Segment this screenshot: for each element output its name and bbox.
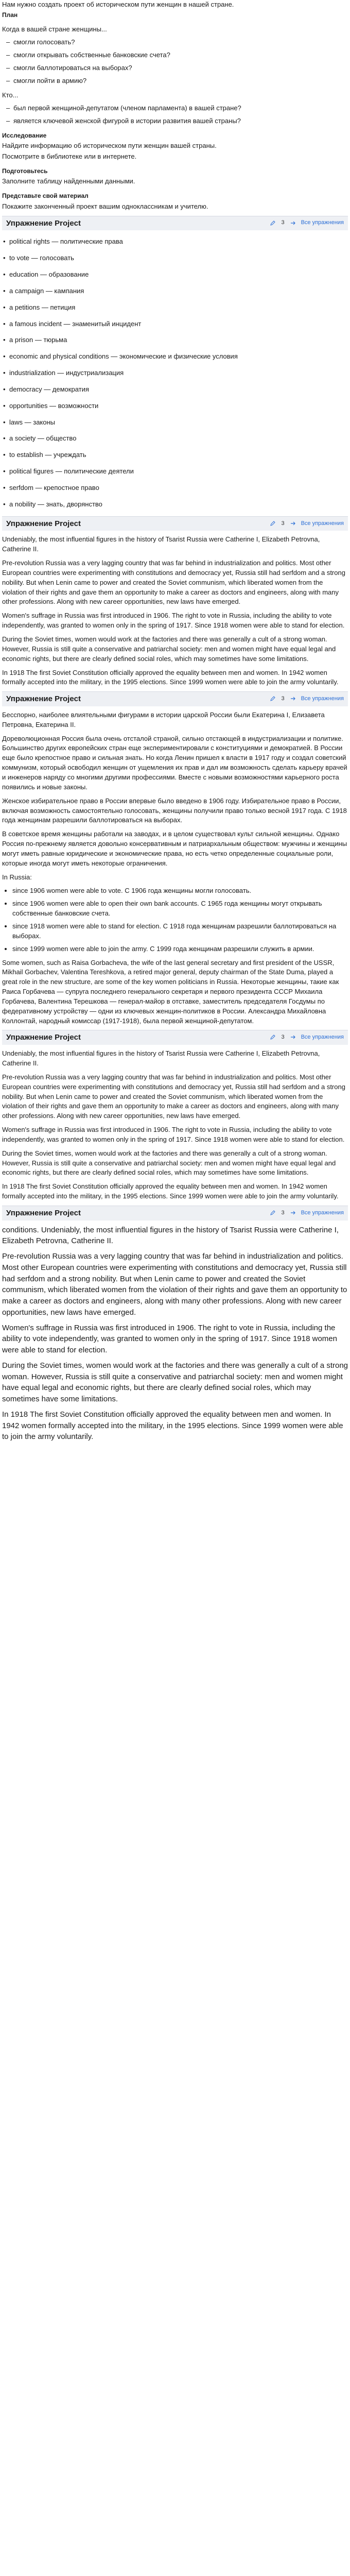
- fact-item: • since 1906 women were able to vote. С 1906 года женщины могли голосовать.: [12, 886, 348, 896]
- pencil-icon[interactable]: [270, 695, 276, 703]
- exercise-number: 3: [281, 696, 285, 702]
- paragraph: Дореволюционная Россия была очень отсталой страной, сильно отстающей в индустриализации и политике. Большинство других европейских стран еще экспериментировали с конституциями и демократией. В России еще было крепостное право и сильная знать. Но когда Ленин пришел к власти в 1917 году и создал советский коммунизм, который освободил женщин от ущемления их прав и дал им возможность сделать карьеру врачей и инженеров наряду со многими другими профессиями. Вместе с новыми возможностями карьерного роста появились и новые законы.: [2, 734, 347, 791]
- question-option: – смогли голосовать?: [13, 38, 348, 47]
- intro-text: Нам нужно создать проект об историческом пути женщин в нашей стране.: [2, 1, 234, 8]
- vocabulary-item: • to vote — голосовать: [9, 253, 348, 263]
- question-block: [2, 91, 348, 126]
- vocabulary-item: • education — образование: [9, 270, 348, 280]
- vocabulary-item: • a nobility — знать, дворянство: [9, 500, 348, 510]
- exercise-bar: [2, 1206, 348, 1221]
- question-option: – был первой женщиной-депутатом (членом парламента) в вашей стране?: [13, 104, 348, 113]
- exercise-number: 3: [281, 1209, 285, 1216]
- all-exercises-link[interactable]: Все упражнения: [301, 520, 344, 527]
- fact-item: • since 1999 women were able to join the army. С 1999 года женщинам разрешили служить в армии.: [12, 944, 348, 954]
- paragraph: Undeniably, the most influential figures in the history of Tsarist Russia were Catherine I, Elizabeth Petrovna, Catherine II.: [2, 535, 320, 553]
- vocabulary-item: • industrialization — индустриализация: [9, 368, 348, 378]
- exercise-bar: [2, 691, 348, 706]
- question-options: [2, 38, 348, 86]
- exercise-tools: [270, 520, 344, 528]
- vocabulary-item: • a petitions — петиция: [9, 303, 348, 313]
- research-line: Посмотрите в библиотеке или в интернете.: [2, 152, 137, 161]
- vocabulary-item: • a prison — тюрьма: [9, 335, 348, 345]
- paragraph: Pre-revolution Russia was a very lagging country that was far behind in industrialization and politics. Most other European countries were experimenting with constitutions and democracy yet, Russia still had serfdom and a strong nobility. But when Lenin came to power and created the Soviet communism, which liberated women from the violation of their rights and gave them an opportunity to make a career as doctors and engineers, along with many other professions. Along with new career opportunities, new laws have emerged.: [2, 1073, 345, 1120]
- vocabulary-list: [2, 237, 348, 509]
- vocabulary-item: • a famous incident — знаменитый инцидент: [9, 319, 348, 329]
- vocabulary-item: • political figures — политические деятели: [9, 467, 348, 477]
- paragraph: Women's suffrage in Russia was first introduced in 1906. The right to vote in Russia, including the ability to vote independently, was granted to women only in the spring of 1917. Since 1918 women were able to stand for election.: [2, 1126, 345, 1143]
- fact-item: • since 1918 women were able to stand for election. С 1918 года женщинам разрешили баллотироваться на выборах.: [12, 922, 348, 941]
- paragraph: During the Soviet times, women would work at the factories and there was generally a cult of a strong woman. However, Russia is still quite a conservative and patriarchal society: men and women might have equal legal and economic rights, but there are clearly defined social roles, which may sometimes have some limitations.: [2, 635, 336, 663]
- paragraph: During the Soviet times, women would work at the factories and there was generally a cult of a strong woman. However, Russia is still quite a conservative and patriarchal society: men and women might have equal legal and economic rights, but there are clearly defined social roles, which may sometimes have some limitations.: [2, 1149, 336, 1177]
- english-text: [2, 535, 348, 687]
- english-text-large: [2, 1225, 348, 1443]
- arrow-right-icon[interactable]: [290, 1033, 296, 1042]
- russian-text: [2, 710, 348, 1026]
- paragraph: Some women, such as Raisa Gorbacheva, the wife of the last general secretary and first president of the USSR, Mikhail Gorbachev, Valentina Tereshkova, a retired major general, deputy chairman of the State Duma, played a great role in the new structure, are some of the key women politicians in Russia. Некоторые женщины, такие как Раиса Горбачева — супруга последнего генерального секретаря и первого президента СССР Михаила Горбачева, Валентина Терешкова — генерал-майор в отставке, заместитель председателя Госдумы по федеративному устройству — одни из ключевых женщин-политиков в России. Александра Михайловна Коллонтай, народный комиссар (1917-1918), была первой женщиной-депутатом.: [2, 958, 339, 1025]
- vocabulary-item: • a society — общество: [9, 434, 348, 444]
- paragraph: In 1918 The first Soviet Constitution officially approved the equality between men and women. In 1942 women formally accepted into the military, in the 1995 elections. Since 1999 women were able to join the army voluntarily.: [2, 1410, 343, 1442]
- vocabulary-item: • democracy — демократия: [9, 385, 348, 395]
- pencil-icon[interactable]: [270, 1209, 276, 1217]
- vocabulary-item: • political rights — политические права: [9, 237, 348, 247]
- fact-item: • since 1906 women were able to open their own bank accounts. С 1965 года женщины могут открывать собственные банковские счета.: [12, 899, 348, 919]
- all-exercises-link[interactable]: Все упражнения: [301, 1209, 344, 1216]
- question-options: [2, 104, 348, 126]
- paragraph: In Russia:: [2, 873, 32, 881]
- exercise-number: 3: [281, 219, 285, 226]
- paragraph: Женское избирательное право в России впервые было введено в 1906 году. Избирательное право в России, включая возможность самостоятельно голосовать, женщины получили право только весной 1917 года. С 1918 года женщинам разрешили баллотироваться на выборах.: [2, 796, 347, 824]
- paragraph: Pre-revolution Russia was a very lagging country that was far behind in industrialization and politics. Most other European countries were experimenting with constitutions and democracy yet, Russia still had serfdom and a strong nobility. But when Lenin came to power and created the Soviet communism, which liberated women from the violation of their rights and gave them an opportunity to make a career as doctors and engineers, along with many other professions. Along with new career opportunities, new laws have emerged.: [2, 1252, 347, 1317]
- exercise-bar: [2, 1030, 348, 1045]
- all-exercises-link[interactable]: Все упражнения: [301, 1034, 344, 1041]
- question-text: Когда в вашей стране женщины...: [2, 25, 107, 33]
- exercise-bar: [2, 216, 348, 231]
- arrow-right-icon[interactable]: [290, 695, 296, 703]
- pencil-icon[interactable]: [270, 219, 276, 227]
- paragraph: Women's suffrage in Russia was first introduced in 1906. The right to vote in Russia, including the ability to vote independently, was granted to women only in the spring of 1917. Since 1918 women were able to stand for election.: [2, 1323, 337, 1355]
- exercise-tools: [270, 695, 344, 703]
- question-option: – является ключевой женской фигурой в истории развития вашей страны?: [13, 116, 348, 126]
- english-text-repeat: [2, 1049, 348, 1201]
- paragraph: In 1918 The first Soviet Constitution officially approved the equality between men and women. In 1942 women formally accepted into the military, in the 1995 elections. Since 1999 women were able to join the army voluntarily.: [2, 1182, 339, 1200]
- exercise-title: Упражнение Project: [6, 694, 81, 704]
- vocabulary-item: • a campaign — кампания: [9, 286, 348, 296]
- paragraph: During the Soviet times, women would work at the factories and there was generally a cult of a strong woman. However, Russia is still quite a conservative and patriarchal society: men and women might have equal legal and economic rights, but there are clearly defined social roles, which may sometimes have some limitations.: [2, 1361, 348, 1404]
- question-option: – смогли открывать собственные банковские счета?: [13, 50, 348, 60]
- exercise-number: 3: [281, 520, 285, 527]
- paragraph: Women's suffrage in Russia was first introduced in 1906. The right to vote in Russia, including the ability to vote independently, was granted to women only in the spring of 1917. Since 1918 women were able to stand for election.: [2, 612, 345, 630]
- paragraph: Бесспорно, наиболее влиятельными фигурами в истории царской России были Екатерина I, Елизавета Петровна, Екатерина II.: [2, 710, 325, 728]
- question-option: – смогли баллотироваться на выборах?: [13, 63, 348, 73]
- paragraph: In 1918 The first Soviet Constitution officially approved the equality between men and women. In 1942 women formally accepted into the military, in the 1995 elections. Since 1999 women were able to join the army voluntarily.: [2, 668, 339, 686]
- exercise-tools: [270, 219, 344, 227]
- paragraph: Pre-revolution Russia was a very lagging country that was far behind in industrialization and politics. Most other European countries were experimenting with constitutions and democracy yet, Russia still had serfdom and a strong nobility. But when Lenin came to power and created the Soviet communism, which liberated women from the violation of their rights and gave them an opportunity to make a career as doctors and engineers, along with many other professions. Along with new career opportunities, new laws have emerged.: [2, 559, 345, 606]
- question-option: – смогли пойти в армию?: [13, 76, 348, 86]
- plan-heading: План: [2, 11, 18, 19]
- arrow-right-icon[interactable]: [290, 1209, 296, 1217]
- paragraph: Undeniably, the most influential figures in the history of Tsarist Russia were Catherine I, Elizabeth Petrovna, Catherine II.: [2, 1049, 320, 1067]
- paragraph: conditions. Undeniably, the most influential figures in the history of Tsarist Russia were Catherine I, Elizabeth Petrovna, Catherine II.: [2, 1225, 339, 1246]
- research-line: Найдите информацию об историческом пути женщин вашей страны.: [2, 142, 217, 150]
- question-text: Кто...: [2, 91, 19, 99]
- pencil-icon[interactable]: [270, 1033, 276, 1042]
- research-heading: Исследование: [2, 131, 47, 139]
- present-line: Покажите законченный проект вашим одноклассникам и учителю.: [2, 202, 208, 210]
- question-block: [2, 25, 348, 86]
- vocabulary-item: • economic and physical conditions — экономические и физические условия: [9, 352, 348, 362]
- exercise-title: Упражнение Project: [6, 1033, 81, 1042]
- vocabulary-item: • opportunities — возможности: [9, 401, 348, 411]
- vocabulary-item: • laws — законы: [9, 418, 348, 428]
- exercise-tools: [270, 1209, 344, 1217]
- exercise-number: 3: [281, 1034, 285, 1041]
- arrow-right-icon[interactable]: [290, 520, 296, 528]
- paragraph: В советское время женщины работали на заводах, и в целом существовал культ сильной женщины. Однако Россия по-прежнему является довольно консервативным и патриархальным обществом: мужчины и женщины могут иметь равные юридические и экономические права, но есть четко определенные социальные роли, которые иногда могут иметь некоторые ограничения.: [2, 830, 347, 867]
- vocabulary-item: • serfdom — крепостное право: [9, 483, 348, 493]
- pencil-icon[interactable]: [270, 520, 276, 528]
- vocabulary-item: • to establish — учреждать: [9, 450, 348, 460]
- exercise-title: Упражнение Project: [6, 1208, 81, 1217]
- exercise-tools: [270, 1033, 344, 1042]
- arrow-right-icon[interactable]: [290, 219, 296, 227]
- fact-list: [2, 886, 348, 954]
- all-exercises-link[interactable]: Все упражнения: [301, 219, 344, 226]
- prep-line: Заполните таблицу найденными данными.: [2, 177, 135, 185]
- prep-heading: Подготовьтесь: [2, 167, 48, 175]
- all-exercises-link[interactable]: Все упражнения: [301, 696, 344, 702]
- exercise-title: Упражнение Project: [6, 519, 81, 528]
- present-heading: Представьте свой материал: [2, 192, 89, 200]
- exercise-title: Упражнение Project: [6, 218, 81, 228]
- exercise-bar: [2, 516, 348, 531]
